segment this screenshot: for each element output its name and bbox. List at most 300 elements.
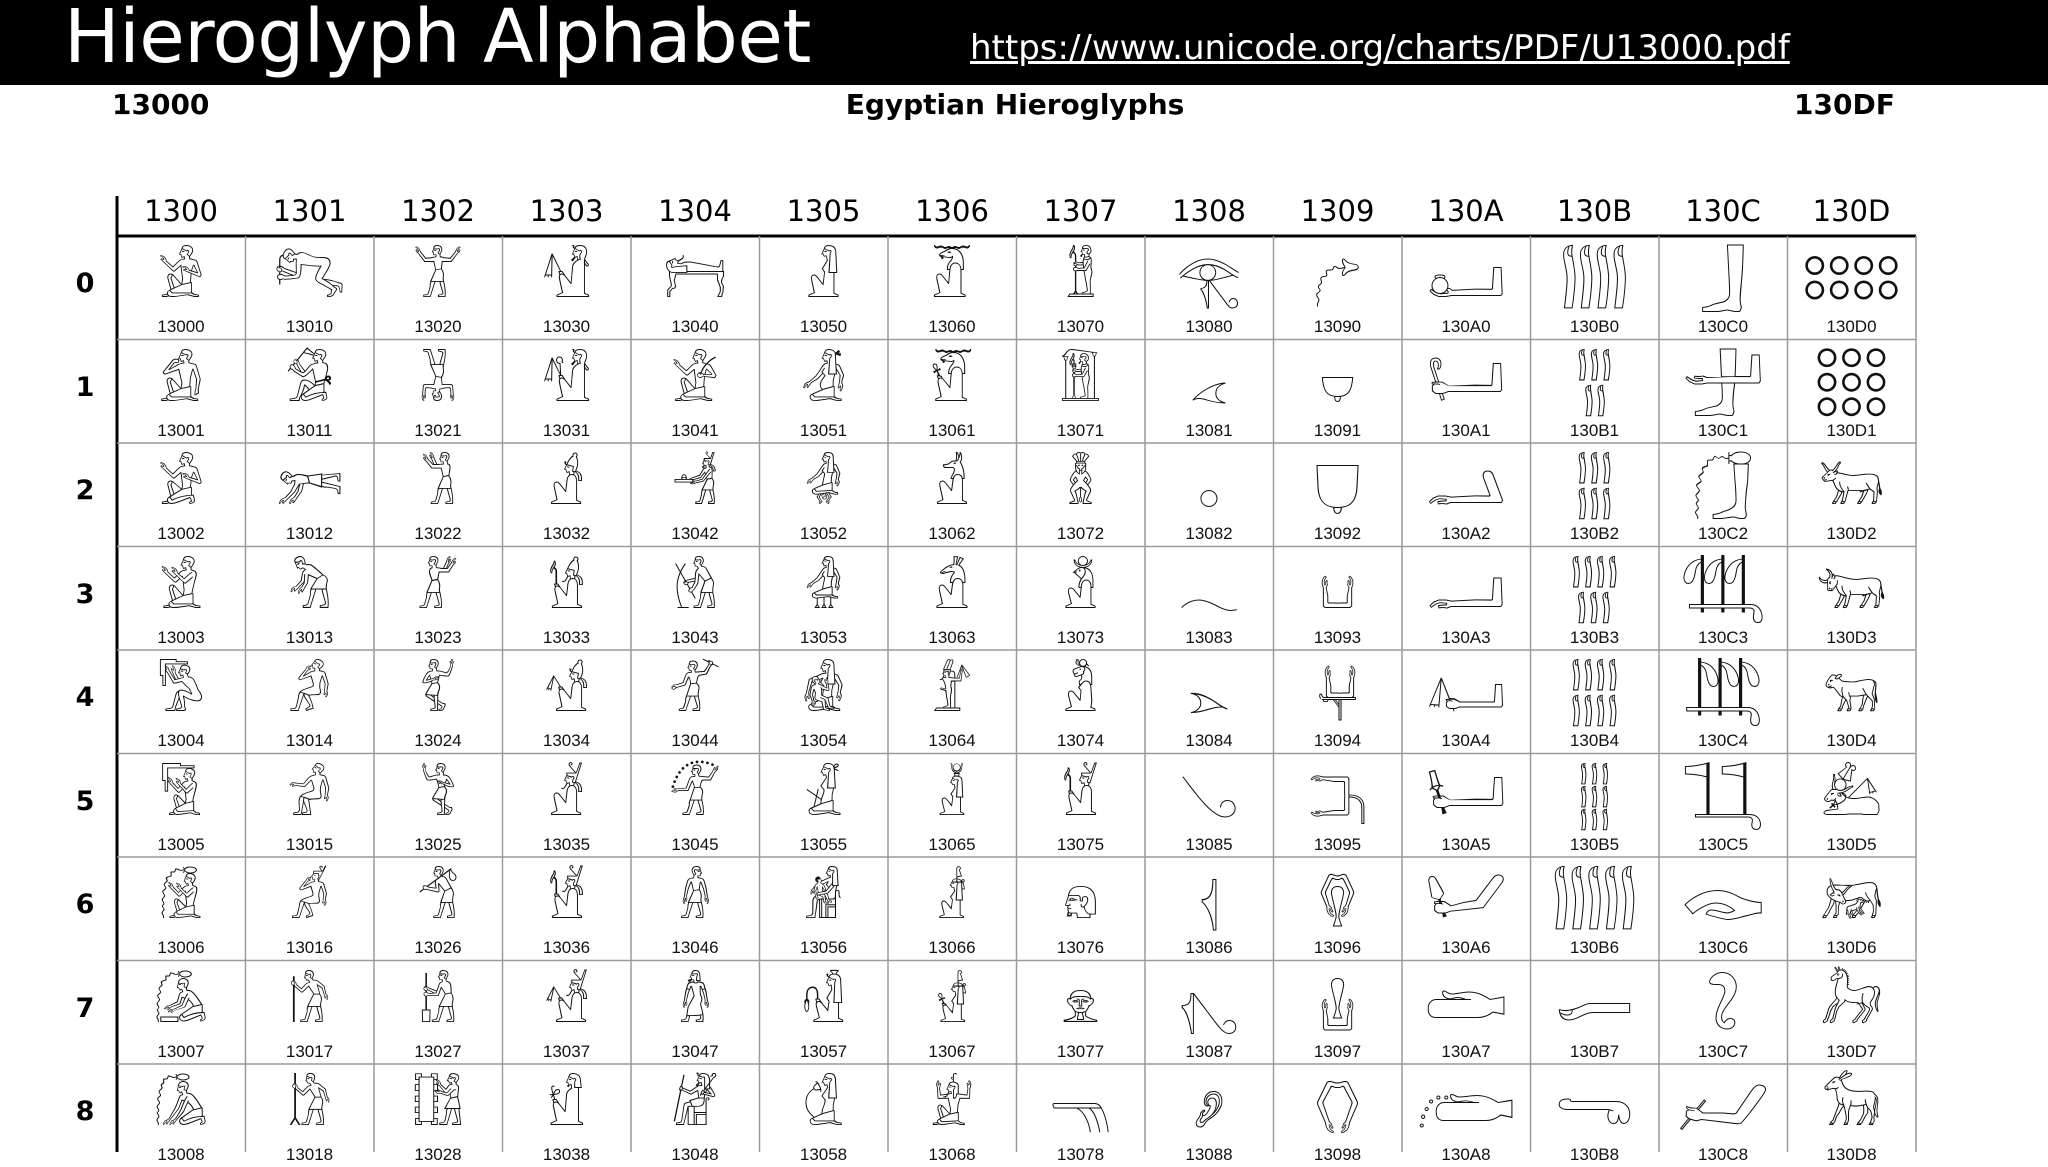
glyph-cell: [888, 340, 1016, 443]
code-point-label: 130A2: [1441, 524, 1491, 543]
code-point-label: 13082: [1185, 524, 1233, 543]
glyph-cell: [760, 650, 888, 753]
hieroglyph-icon: 𓀣: [417, 560, 459, 621]
glyph-cell: [1274, 236, 1402, 339]
code-point-label: 130D4: [1826, 731, 1877, 750]
glyph-cell: [1531, 961, 1659, 1064]
hieroglyph-icon: 𓁕: [803, 767, 844, 828]
hieroglyph-icon: 𓀤: [419, 664, 457, 724]
hieroglyph-icon: 𓂧: [1425, 974, 1507, 1035]
code-point-label: 13056: [799, 938, 848, 957]
code-point-label: 13076: [1056, 938, 1105, 957]
hieroglyph-icon: 𓁦: [936, 871, 968, 931]
code-point-label: 13077: [1056, 1041, 1105, 1061]
hieroglyph-icon: 𓂠: [1426, 250, 1506, 310]
code-point-label: 13096: [1313, 938, 1362, 957]
code-point-label: 13018: [285, 1145, 334, 1164]
hieroglyph-icon: 𓃅: [1682, 767, 1764, 828]
row-header: 0: [75, 268, 95, 299]
glyph-cell: [631, 340, 759, 443]
glyph-cell: [1402, 857, 1530, 960]
glyph-cell: [246, 650, 374, 753]
glyph-cell: [374, 650, 502, 753]
hieroglyph-icon: 𓀈: [153, 1078, 209, 1138]
source-link[interactable]: https://www.unicode.org/charts/PDF/U13000.pdf: [970, 28, 1790, 68]
code-point-label: 130D6: [1826, 938, 1877, 957]
glyph-cell: [117, 443, 245, 546]
glyph-cell: [631, 547, 759, 650]
row-header: 2: [75, 475, 95, 506]
glyph-cell: [246, 547, 374, 650]
glyph-cell: [631, 754, 759, 857]
code-point-label: 13072: [1056, 524, 1105, 543]
glyph-cell: [1145, 961, 1273, 1064]
code-point-label: 13042: [671, 524, 719, 543]
glyph-cell: [1659, 754, 1787, 857]
glyph-cell: [117, 754, 245, 857]
glyph-cell: [1017, 754, 1145, 857]
glyph-cell: [888, 961, 1016, 1064]
glyph-cell: [1402, 443, 1530, 546]
code-point-label: 13053: [799, 627, 848, 647]
column-header: 130A: [1428, 194, 1504, 228]
hieroglyph-icon: 𓁒: [804, 457, 843, 517]
hieroglyph-icon: 𓃈: [1677, 1078, 1769, 1138]
hieroglyph-icon: 𓀨: [412, 1078, 464, 1138]
code-point-label: 13020: [414, 317, 462, 336]
glyph-cell: [374, 754, 502, 857]
glyph-cell: [1017, 547, 1145, 650]
column-header: 1308: [1172, 194, 1246, 228]
code-point-label: 13080: [1185, 317, 1233, 336]
glyph-cell: [117, 857, 245, 960]
hieroglyph-icon: 𓃆: [1681, 871, 1765, 931]
row-header: 5: [75, 785, 95, 817]
hieroglyph-icon: 𓁁: [670, 353, 720, 414]
hieroglyph-icon: 𓁷: [1061, 974, 1100, 1035]
hieroglyph-icon: 𓁸: [1049, 1078, 1112, 1138]
hieroglyph-icon: 𓀅: [159, 767, 203, 828]
glyph-cell: [246, 443, 374, 546]
code-point-label: 13023: [414, 627, 462, 647]
code-point-label: 130D7: [1826, 1041, 1877, 1061]
hieroglyph-icon: 𓂄: [1188, 664, 1230, 724]
glyph-cell: [1402, 650, 1530, 753]
glyph-cell: [631, 650, 759, 753]
hieroglyph-icon: 𓁄: [668, 664, 722, 724]
hieroglyph-icon: 𓃐: [1802, 250, 1901, 310]
hieroglyph-icon: 𓁓: [804, 560, 843, 621]
row-header: 3: [75, 578, 95, 610]
glyph-cell: [1531, 754, 1659, 857]
hieroglyph-icon: 𓀡: [419, 353, 457, 414]
glyph-cell: [1274, 857, 1402, 960]
hieroglyph-icon: 𓂕: [1308, 767, 1367, 828]
glyph-cell: [374, 961, 502, 1064]
glyph-cell: [760, 443, 888, 546]
row-header: 7: [75, 992, 95, 1024]
hieroglyph-icon: 𓀲: [548, 457, 585, 517]
hieroglyph-icon: 𓀖: [289, 871, 330, 931]
hieroglyph-icon: 𓂅: [1179, 767, 1239, 828]
glyph-cell: [1531, 443, 1659, 546]
code-point-label: 130B0: [1569, 317, 1620, 336]
hieroglyph-icon: 𓁘: [802, 1078, 845, 1138]
hieroglyph-icon: 𓁨: [930, 1078, 974, 1138]
glyph-cell: [1145, 650, 1273, 753]
glyph-cell: [1659, 857, 1787, 960]
hieroglyph-icon: 𓃓: [1816, 560, 1887, 621]
code-point-label: 13064: [928, 731, 976, 750]
glyph-cell: [888, 857, 1016, 960]
glyph-cell: [1145, 857, 1273, 960]
glyph-cell: [1531, 236, 1659, 339]
glyph-cell: [888, 443, 1016, 546]
code-point-label: 130D8: [1826, 1145, 1877, 1164]
glyph-cell: [117, 961, 245, 1064]
glyph-cell: [888, 236, 1016, 339]
hieroglyph-icon: 𓁃: [672, 560, 718, 621]
hieroglyph-icon: 𓂘: [1314, 1078, 1361, 1138]
hieroglyph-icon: 𓂖: [1318, 871, 1357, 931]
code-point-label: 13017: [285, 1041, 334, 1061]
code-point-label: 13010: [285, 317, 334, 336]
code-point-label: 13055: [799, 834, 848, 854]
glyph-cell: [1402, 236, 1530, 339]
hieroglyph-icon: 𓂗: [1319, 974, 1356, 1035]
code-point-label: 13075: [1056, 834, 1105, 854]
hieroglyph-icon: 𓀃: [159, 560, 203, 621]
hieroglyph-icon: 𓃂: [1692, 457, 1754, 517]
hieroglyph-icon: 𓁅: [668, 767, 721, 828]
hieroglyph-icon: 𓀠: [412, 250, 464, 310]
glyph-cell: [631, 443, 759, 546]
hieroglyph-icon: 𓁈: [671, 1078, 719, 1138]
code-point-label: 13091: [1313, 420, 1362, 440]
code-point-label: 13085: [1185, 834, 1233, 854]
hieroglyph-icon: 𓂈: [1193, 1078, 1225, 1138]
glyph-cell: [503, 547, 631, 650]
hieroglyph-icon: 𓀦: [416, 871, 460, 931]
code-point-label: 130B6: [1569, 938, 1620, 957]
code-point-label: 130A3: [1441, 627, 1491, 647]
code-point-label: 130C8: [1697, 1145, 1749, 1164]
code-point-label: 13086: [1185, 938, 1233, 957]
hieroglyph-icon: 𓂒: [1313, 457, 1362, 517]
hieroglyph-icon: 𓂷: [1556, 974, 1633, 1035]
glyph-cell: [1145, 443, 1273, 546]
slide-title: Hieroglyph Alphabet: [64, 0, 811, 80]
code-point-label: 13095: [1313, 834, 1362, 854]
hieroglyph-icon: 𓁠: [931, 250, 973, 310]
glyph-cell: [1531, 857, 1659, 960]
code-point-label: 13088: [1185, 1145, 1233, 1164]
column-header: 1307: [1043, 194, 1118, 228]
glyph-cell: [1659, 547, 1787, 650]
column-header: 1309: [1300, 194, 1375, 228]
glyph-cell: [1788, 754, 1916, 857]
column-header: 130B: [1556, 194, 1633, 228]
column-header: 1302: [401, 194, 475, 228]
hieroglyph-icon: 𓂢: [1426, 457, 1506, 517]
hieroglyph-icon: 𓂰: [1560, 250, 1629, 310]
glyph-cell: [246, 754, 374, 857]
hieroglyph-icon: 𓃄: [1683, 664, 1763, 724]
hieroglyph-icon: 𓂑: [1319, 353, 1356, 414]
hieroglyph-icon: 𓂇: [1179, 974, 1239, 1035]
code-point-label: 13094: [1313, 731, 1362, 750]
code-point-label: 13031: [542, 420, 591, 440]
code-point-label: 13004: [157, 731, 205, 750]
code-point-label: 13012: [285, 524, 334, 543]
hieroglyph-icon: 𓁣: [933, 560, 971, 621]
glyph-cell: [1788, 961, 1916, 1064]
hieroglyph-icon: 𓃘: [1821, 1078, 1882, 1138]
hieroglyph-icon: 𓂨: [1417, 1078, 1515, 1138]
code-point-label: 13027: [414, 1041, 462, 1061]
code-point-label: 13074: [1056, 731, 1105, 750]
hieroglyph-icon: 𓀒: [276, 457, 343, 517]
glyph-cell: [1788, 857, 1916, 960]
hieroglyph-icon: 𓂣: [1426, 560, 1506, 621]
code-point-label: 13035: [542, 834, 591, 854]
glyph-cell: [1274, 650, 1402, 753]
code-point-label: 130A4: [1441, 731, 1491, 750]
glyph-cell: [1145, 547, 1273, 650]
hieroglyph-icon: 𓀧: [419, 974, 457, 1035]
glyph-cell: [1274, 340, 1402, 443]
hieroglyph-icon: 𓂔: [1316, 664, 1359, 724]
glyph-cell: [374, 340, 502, 443]
code-point-label: 130A7: [1441, 1041, 1491, 1061]
hieroglyph-icon: 𓁧: [935, 974, 969, 1035]
code-point-label: 13073: [1056, 627, 1105, 647]
hieroglyph-icon: 𓃕: [1820, 767, 1883, 828]
code-point-label: 13081: [1185, 420, 1233, 440]
column-header: 130C: [1685, 194, 1761, 228]
code-point-label: 13067: [928, 1041, 976, 1061]
code-point-label: 130B3: [1569, 627, 1620, 647]
code-point-label: 130C4: [1697, 731, 1749, 750]
glyph-cell: [117, 650, 245, 753]
hieroglyph-icon: 𓂳: [1570, 560, 1619, 621]
code-point-label: 13034: [542, 731, 591, 750]
hieroglyph-icon: 𓂂: [1197, 457, 1221, 517]
code-point-label: 13001: [157, 420, 205, 440]
hieroglyph-icon: 𓀇: [153, 974, 209, 1035]
hieroglyph-icon: 𓀰: [541, 250, 592, 310]
code-point-label: 13038: [542, 1145, 591, 1164]
code-point-label: 13078: [1056, 1145, 1105, 1164]
code-point-label: 13015: [285, 834, 334, 854]
glyph-cell: [760, 857, 888, 960]
hieroglyph-icon: 𓃖: [1819, 871, 1884, 931]
glyph-cell: [503, 443, 631, 546]
glyph-cell: [246, 857, 374, 960]
glyph-cell: [1017, 443, 1145, 546]
code-point-label: 13040: [671, 317, 719, 336]
glyph-cell: [1017, 650, 1145, 753]
glyph-cell: [1531, 547, 1659, 650]
glyph-cell: [888, 754, 1016, 857]
code-point-label: 13003: [157, 627, 205, 647]
glyph-cell: [1017, 857, 1145, 960]
code-point-label: 13068: [928, 1145, 976, 1164]
hieroglyph-icon: 𓂐: [1313, 250, 1362, 310]
hieroglyph-icon: 𓀳: [547, 560, 586, 621]
glyph-cell: [117, 547, 245, 650]
hieroglyph-icon: 𓂁: [1189, 353, 1229, 414]
hieroglyph-icon: 𓁵: [1061, 767, 1100, 828]
glyph-cell: [631, 857, 759, 960]
code-point-label: 13097: [1313, 1041, 1362, 1061]
code-point-label: 130A0: [1441, 317, 1491, 336]
glyph-cell: [1659, 340, 1787, 443]
hieroglyph-icon: 𓀶: [547, 871, 586, 931]
glyph-cell: [631, 961, 759, 1064]
code-point-label: 130B1: [1569, 420, 1620, 440]
hieroglyph-icon: 𓃑: [1815, 353, 1888, 414]
code-point-label: 130C7: [1697, 1041, 1749, 1061]
code-point-label: 13007: [157, 1041, 205, 1061]
hieroglyph-icon: 𓁲: [1066, 457, 1095, 517]
code-point-label: 13090: [1313, 317, 1362, 336]
code-point-label: 13063: [928, 627, 976, 647]
code-point-label: 13011: [286, 420, 333, 440]
code-point-label: 13033: [542, 627, 591, 647]
glyph-cell: [503, 754, 631, 857]
column-header: 1305: [786, 194, 861, 228]
glyph-cell: [1017, 340, 1145, 443]
hieroglyph-icon: 𓂡: [1427, 353, 1505, 414]
hieroglyph-icon: 𓁔: [801, 664, 846, 724]
hieroglyph-icon: 𓁶: [1062, 871, 1099, 931]
hieroglyph-icon: 𓀴: [543, 664, 590, 724]
hieroglyph-icon: 𓁤: [931, 664, 973, 724]
code-point-label: 13046: [671, 938, 719, 957]
hieroglyph-icon: 𓁐: [805, 250, 842, 310]
code-point-label: 130A5: [1441, 834, 1491, 854]
glyph-cell: [246, 961, 374, 1064]
code-point-label: 13070: [1056, 317, 1105, 336]
code-point-label: 13037: [542, 1041, 591, 1061]
glyph-cell: [1659, 236, 1787, 339]
code-point-label: 13002: [157, 524, 205, 543]
glyph-cell: [1788, 443, 1916, 546]
code-point-label: 130C2: [1697, 524, 1749, 543]
code-point-label: 13005: [157, 834, 205, 854]
code-point-label: 13062: [928, 524, 976, 543]
hieroglyph-icon: 𓂤: [1426, 664, 1506, 724]
hieroglyph-icon: 𓂲: [1576, 457, 1613, 517]
code-point-label: 13028: [414, 1145, 462, 1164]
code-point-label: 13036: [542, 938, 591, 957]
code-point-label: 13025: [414, 834, 462, 854]
hieroglyph-icon: 𓁖: [803, 871, 844, 931]
glyph-cell: [1531, 340, 1659, 443]
code-point-label: 13026: [414, 938, 462, 957]
code-point-label: 130B8: [1569, 1145, 1620, 1164]
hieroglyph-icon: 𓀐: [273, 250, 346, 310]
hieroglyph-icon: 𓁑: [800, 353, 847, 414]
glyph-cell: [1402, 961, 1530, 1064]
column-header: 1301: [272, 194, 347, 228]
hieroglyph-icon: 𓀄: [157, 664, 205, 724]
code-point-label: 13021: [414, 420, 462, 440]
code-point-label: 13098: [1313, 1145, 1362, 1164]
hieroglyph-icon: 𓂦: [1425, 871, 1507, 931]
code-point-label: 130C5: [1697, 834, 1749, 854]
glyph-cell: [1274, 547, 1402, 650]
hieroglyph-icon: 𓃃: [1680, 560, 1766, 621]
hieroglyph-icon: 𓃁: [1682, 353, 1764, 414]
code-point-label: 13057: [799, 1041, 848, 1061]
glyph-cell: [246, 236, 374, 339]
glyph-cell: [1145, 236, 1273, 339]
code-point-label: 13061: [928, 420, 976, 440]
hieroglyph-icon: 𓁰: [1064, 250, 1097, 310]
range-start-label: 13000: [112, 88, 210, 121]
code-point-label: 13066: [928, 938, 976, 957]
glyph-cell: [760, 961, 888, 1064]
column-header: 1306: [915, 194, 989, 228]
glyph-cell: [374, 443, 502, 546]
code-point-label: 13022: [414, 524, 462, 543]
range-end-label: 130DF: [1794, 88, 1895, 121]
code-point-label: 130D1: [1826, 420, 1877, 440]
hieroglyph-icon: 𓁀: [663, 250, 727, 310]
code-point-label: 130C0: [1697, 317, 1749, 336]
glyph-cell: [1274, 754, 1402, 857]
hieroglyph-icon: 𓂱: [1576, 353, 1613, 414]
code-point-label: 13013: [285, 627, 334, 647]
glyph-cell: [1145, 340, 1273, 443]
glyph-cell: [117, 340, 245, 443]
code-point-label: 130A6: [1441, 938, 1491, 957]
code-point-label: 130D3: [1826, 627, 1877, 647]
glyph-cell: [1274, 443, 1402, 546]
row-header: 4: [75, 682, 95, 713]
code-point-label: 13065: [928, 834, 976, 854]
code-point-label: 130C6: [1697, 938, 1749, 957]
hieroglyph-icon: 𓁢: [934, 457, 970, 517]
glyph-cell: [117, 236, 245, 339]
code-point-label: 13093: [1313, 627, 1362, 647]
hieroglyph-icon: 𓀢: [420, 457, 456, 517]
hieroglyph-icon: 𓁇: [678, 974, 712, 1035]
hieroglyph-icon: 𓀕: [287, 767, 332, 828]
glyph-cell: [1788, 650, 1916, 753]
code-point-label: 13071: [1056, 420, 1105, 440]
hieroglyph-icon: 𓂓: [1319, 560, 1356, 621]
code-point-label: 130B5: [1569, 834, 1620, 854]
glyph-cell: [1659, 650, 1787, 753]
hieroglyph-icon: 𓀂: [157, 457, 205, 517]
code-point-label: 13054: [799, 731, 848, 750]
code-point-label: 13087: [1185, 1041, 1233, 1061]
row-header: 6: [75, 889, 95, 920]
row-header: 8: [75, 1096, 95, 1127]
code-point-label: 130A1: [1441, 420, 1491, 440]
glyph-cell: [1274, 961, 1402, 1064]
hieroglyph-icon: 𓂆: [1199, 871, 1219, 931]
code-point-label: 13008: [157, 1145, 205, 1164]
hieroglyph-icon: 𓀵: [548, 767, 585, 828]
glyph-cell: [1531, 650, 1659, 753]
hieroglyph-icon: 𓂶: [1552, 871, 1637, 931]
code-point-label: 130B7: [1569, 1041, 1620, 1061]
hieroglyph-icon: 𓀗: [288, 974, 331, 1035]
